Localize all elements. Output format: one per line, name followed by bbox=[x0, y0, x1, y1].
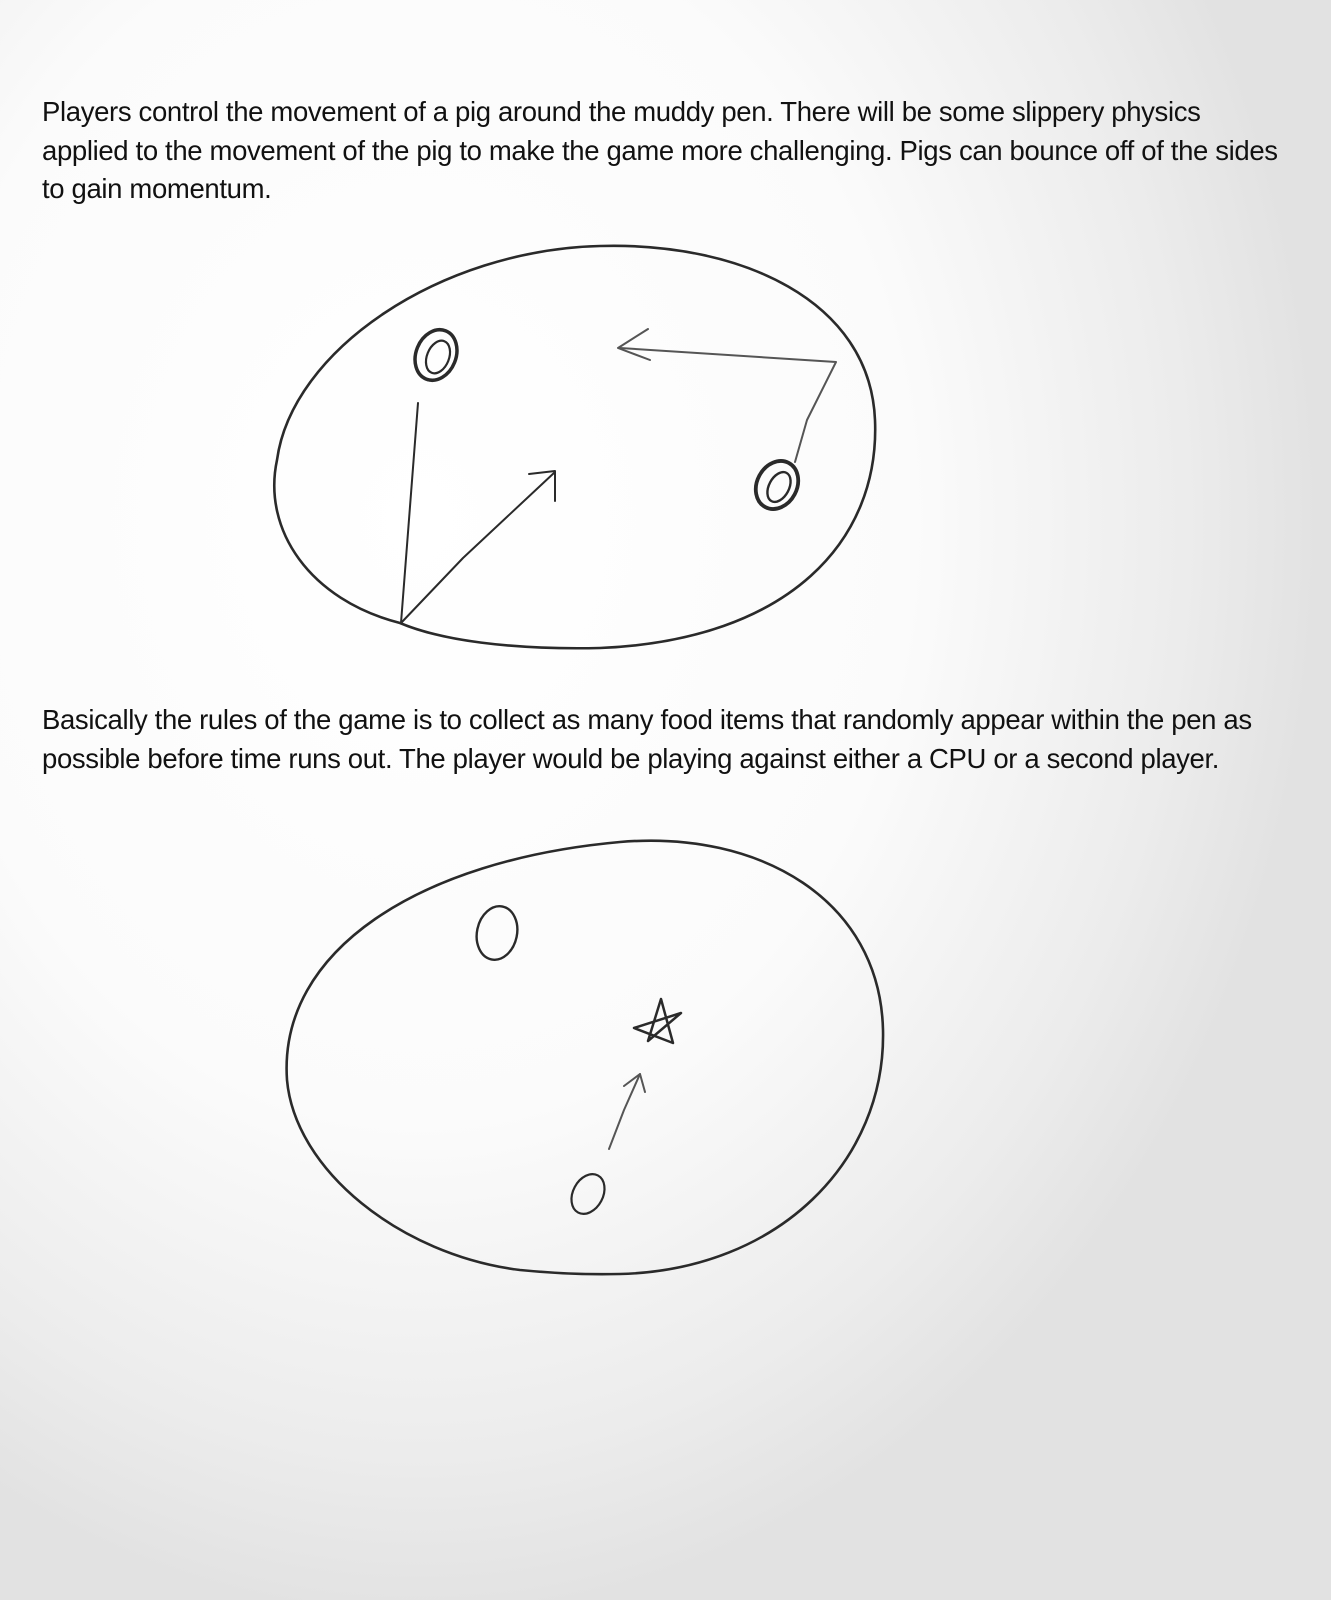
pig-circle-icon bbox=[748, 454, 807, 517]
sketch-food-collection bbox=[287, 841, 883, 1275]
sketch-movement bbox=[274, 246, 875, 648]
direction-arrow-icon bbox=[609, 1074, 645, 1149]
pig-circle-icon bbox=[565, 1168, 611, 1219]
pen-outline bbox=[287, 841, 883, 1275]
description-paragraph-rules: Basically the rules of the game is to collect as many food items that randomly appear within the pen as possible before time runs out. The player would be playing against either a CPU or a second player. bbox=[42, 704, 1252, 774]
pig-circle-icon bbox=[408, 323, 465, 386]
pen-outline bbox=[274, 246, 875, 648]
pig-circle-icon bbox=[472, 902, 522, 963]
bounce-arrow-icon bbox=[401, 403, 555, 623]
bounce-arrow-icon bbox=[618, 329, 836, 462]
food-star-icon bbox=[634, 999, 681, 1043]
description-paragraph-movement: Players control the movement of a pig around the muddy pen. There will be some slippery physics applied to the movement of the pig to make the game more challenging. Pigs can bounce off of the sides to gain momentum. bbox=[42, 96, 1278, 204]
